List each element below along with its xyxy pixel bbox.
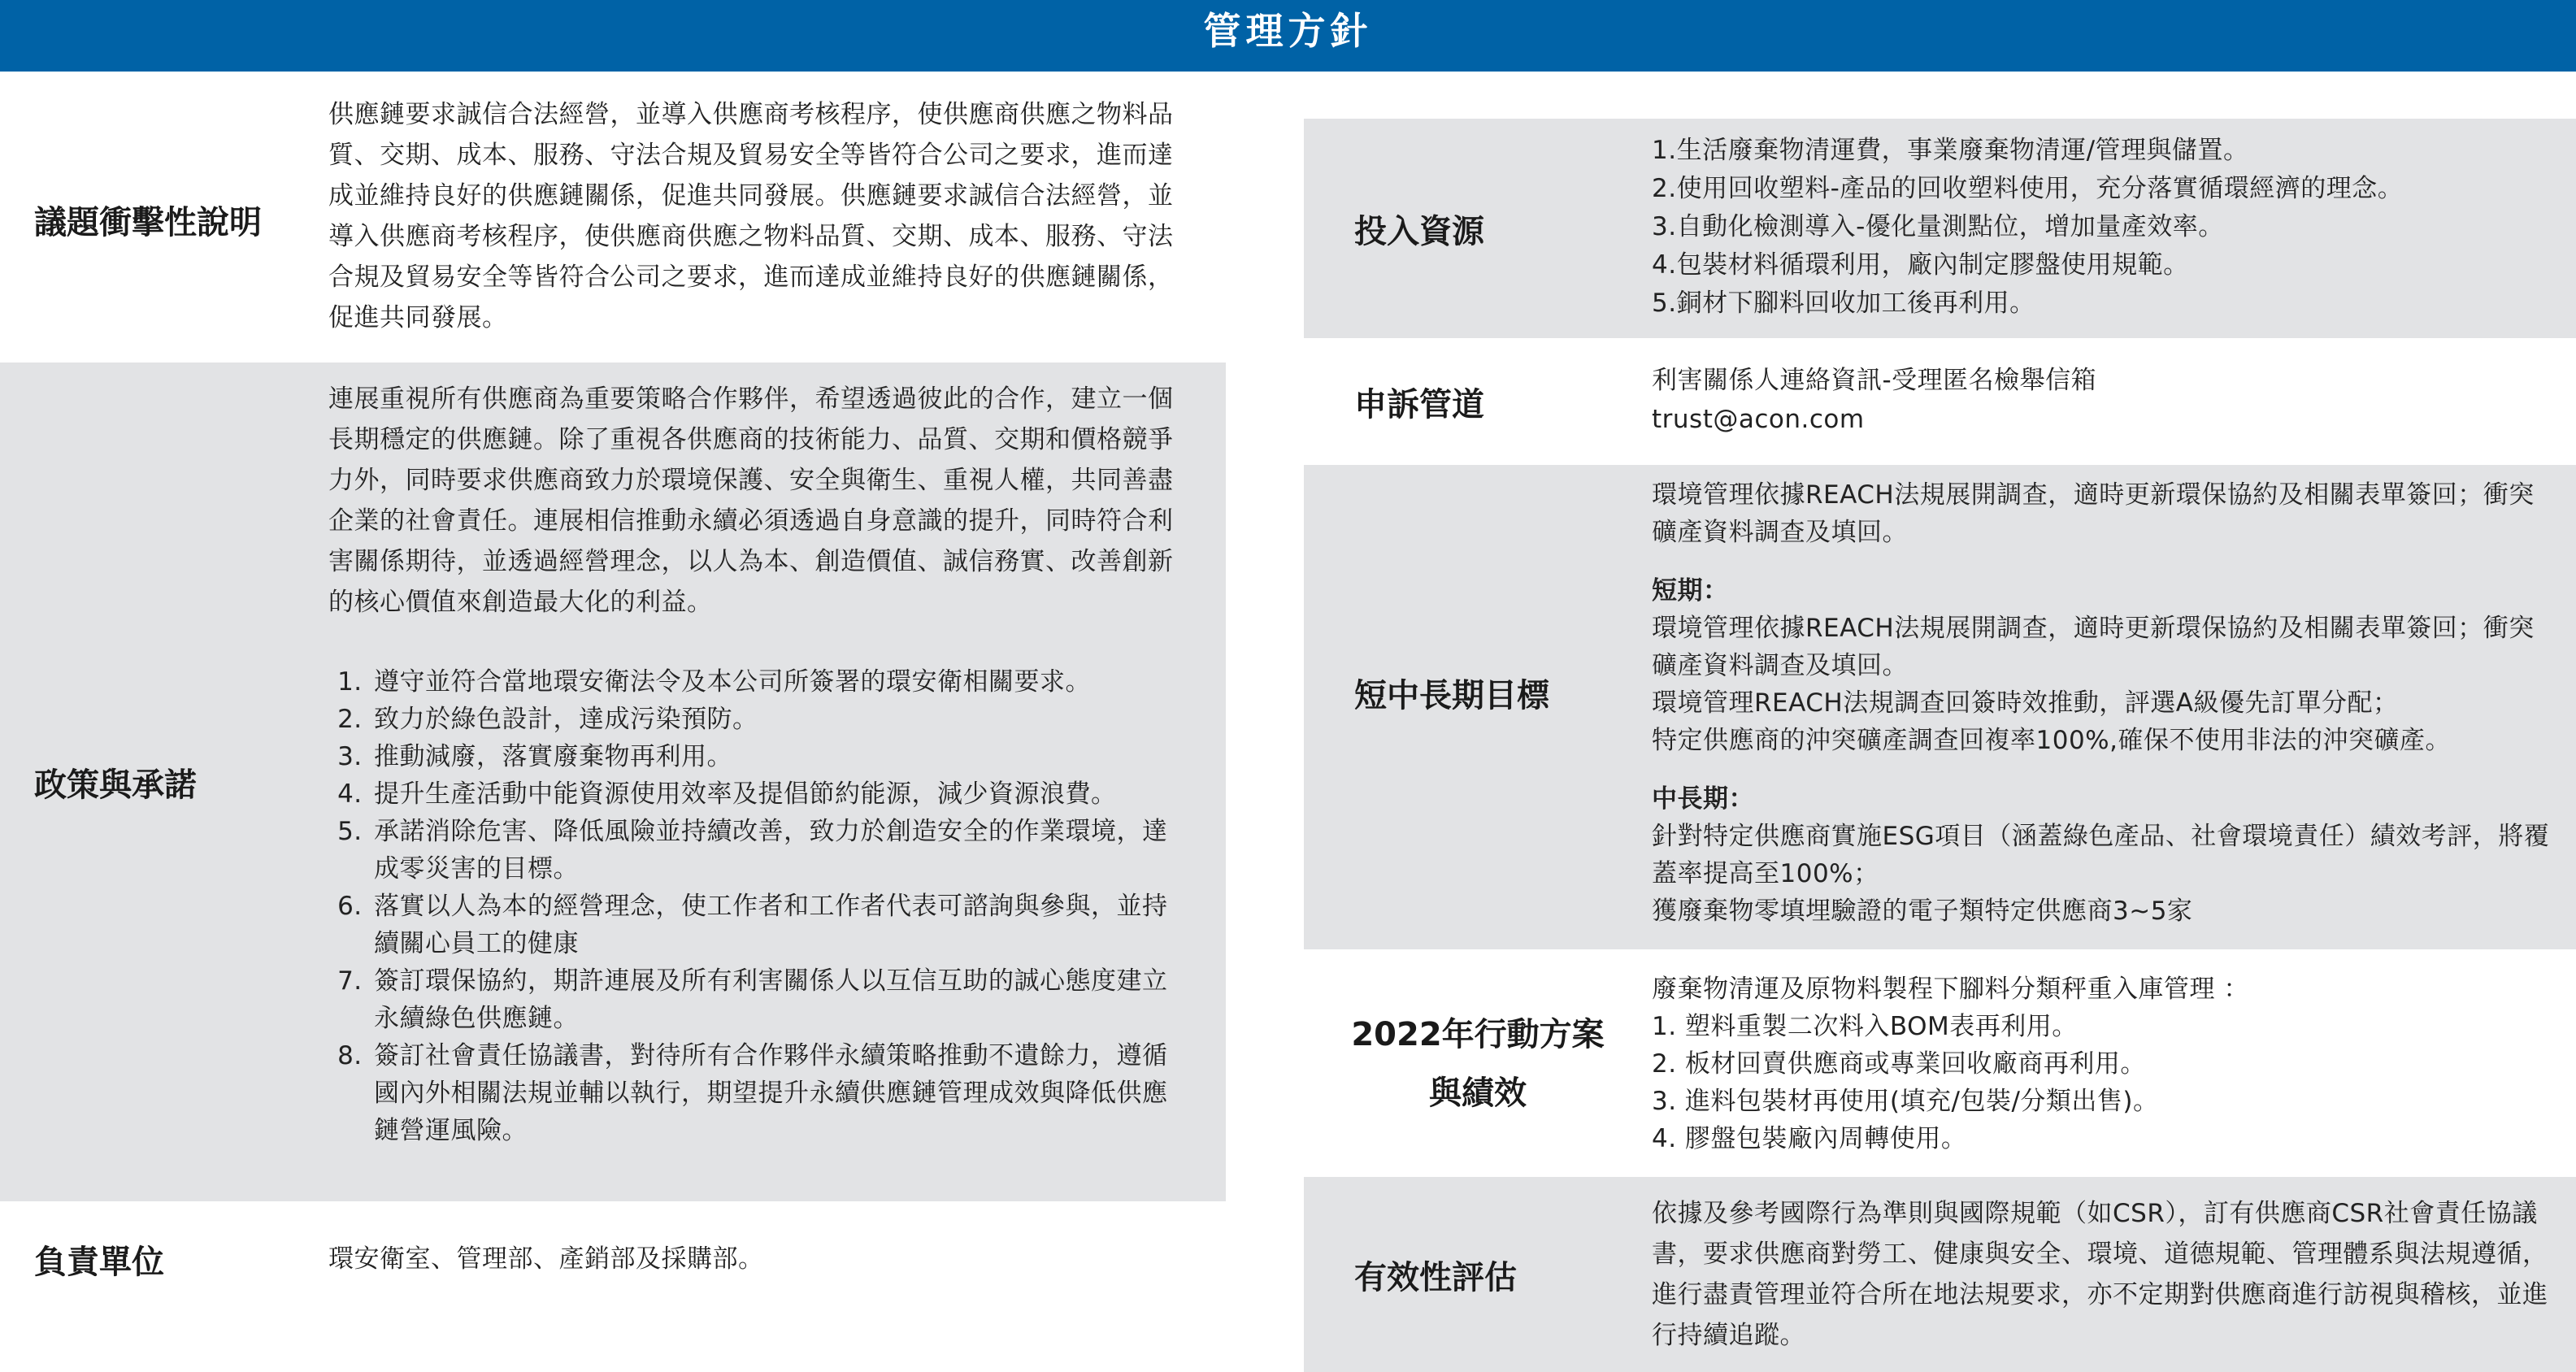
policy-item: 3. 推動減廢，落實廢棄物再利用。 [371, 738, 1190, 775]
goals-content [1652, 476, 2554, 930]
action-item: 3. 進料包裝材再使用(填充/包裝/分類出售)。 [1652, 1087, 2159, 1116]
grievance-label: 申訴管道 [1354, 385, 1484, 423]
impact-section [0, 81, 1226, 358]
unit-section [0, 1206, 1226, 1312]
resources-item: 3.自動化檢測導入-優化量測點位，增加量產效率。 [1652, 212, 2224, 241]
goals-short-title: 短期： [1652, 576, 1729, 606]
policy-item: 1. 遵守並符合當地環安衛法令及本公司所簽署的環安衛相關要求。 [371, 663, 1190, 701]
action-content [1652, 970, 2554, 1157]
action-label-line1: 2022年行動方案 [1351, 1016, 1605, 1053]
grievance-line: 利害關係人連絡資訊-受理匿名檢舉信箱 [1652, 366, 2097, 395]
resources-content [1652, 132, 2554, 323]
resources-item: 5.銅材下腳料回收加工後再利用。 [1652, 289, 2035, 318]
policy-item: 6. 落實以人為本的經營理念，使工作者和工作者代表可諮詢與參與，並持續關心員工的健康 [371, 888, 1190, 962]
goals-short-line: 特定供應商的沖突礦產調查回複率100%,確保不使用非法的沖突礦產。 [1652, 726, 2451, 755]
policy-content [328, 379, 1190, 1149]
goals-short-line: 環境管理依據REACH法規展開調查，適時更新環保協約及相關表單簽回；衝突礦產資料調查及填回。 [1652, 614, 2535, 680]
evaluation-text: 依據及參考國際行為準則與國際規範（如CSR），訂有供應商CSR社會責任協議書，要求供應商對勞工、健康與安全、環境、道德規範、管理體系與法規遵循，進行盡責管理並符合所在地法規要求，亦不定期對供應商進行訪視與稽核，並進行持續追蹤。 [1652, 1199, 2548, 1350]
grievance-content [1652, 361, 2554, 439]
resources-label: 投入資源 [1354, 212, 1484, 250]
action-label-line2: 與績效 [1429, 1075, 1527, 1112]
policy-item: 7. 簽訂環保協約，期許連展及所有利害關係人以互信互助的誠心態度建立永續綠色供應鏈。 [371, 962, 1190, 1037]
unit-text: 環安衛室、管理部、產銷部及採購部。 [328, 1244, 764, 1274]
impact-text: 供應鏈要求誠信合法經營，並導入供應商考核程序，使供應商供應之物料品質、交期、成本、服務、守法合規及貿易安全等皆符合公司之要求，進而達成並維持良好的供應鏈關係，促進共同發展。供應鏈要求誠信合法經營，並導入供應商考核程序，使供應商供應之物料品質、交期、成本、服務、守法合規及貿易安全等皆符合公司之要求，進而達成並維持良好的供應鏈關係，促進共同發展。 [328, 100, 1174, 332]
action-item: 1. 塑料重製二次料入BOM表再利用。 [1652, 1012, 2078, 1041]
goals-short-line: 環境管理REACH法規調查回簽時效推動，評選A級優先訂單分配； [1652, 688, 2399, 718]
grievance-email[interactable]: trust@acon.com [1652, 405, 1865, 434]
policy-section [0, 363, 1226, 1201]
policy-item: 2. 致力於綠色設計，達成污染預防。 [371, 701, 1190, 738]
policy-item: 5. 承諾消除危害、降低風險並持續改善，致力於創造安全的作業環境，達成零災害的目標。 [371, 813, 1190, 888]
action-intro: 廢棄物清運及原物料製程下腳料分類秤重入庫管理 ： [1652, 975, 2249, 1004]
evaluation-label: 有效性評估 [1354, 1258, 1517, 1296]
action-section [1304, 956, 2576, 1172]
goals-mid-line: 針對特定供應商實施ESG項目（涵蓋綠色產品、社會環境責任）績效考評，將覆蓋率提高至100%； [1652, 822, 2550, 888]
policy-item: 4. 提升生產活動中能資源使用效率及提倡節約能源，減少資源浪費。 [371, 775, 1190, 813]
action-item: 4. 膠盤包裝廠內周轉使用。 [1652, 1124, 1967, 1153]
grievance-section [1304, 345, 2576, 458]
evaluation-section [1304, 1177, 2576, 1372]
resources-section [1304, 119, 2576, 338]
unit-label: 負責單位 [34, 1243, 164, 1281]
action-item: 2. 板材回賣供應商或專業回收廠商再利用。 [1652, 1049, 2146, 1079]
goals-mid-title: 中長期： [1652, 784, 1754, 814]
action-label [1304, 956, 1652, 1172]
goals-general: 環境管理依據REACH法規展開調查，適時更新環保協約及相關表單簽回；衝突礦產資料調查及填回。 [1652, 480, 2535, 547]
page-title: 管理方針 [1203, 9, 1373, 53]
resources-item: 2.使用回收塑料-產品的回收塑料使用，充分落實循環經濟的理念。 [1652, 174, 2404, 203]
goals-mid-line: 獲廢棄物零填埋驗證的電子類特定供應商3~5家 [1652, 897, 2193, 926]
goals-label: 短中長期目標 [1354, 676, 1549, 714]
goals-section [1304, 465, 2576, 949]
policy-item: 8. 簽訂社會責任協議書，對待所有合作夥伴永續策略推動不遺餘力，遵循國內外相關法規並輔以執行，期望提升永續供應鏈管理成效與降低供應鏈營運風險。 [371, 1037, 1190, 1149]
resources-item: 4.包裝材料循環利用，廠內制定膠盤使用規範。 [1652, 250, 2189, 280]
policy-list [328, 663, 1190, 1149]
page-title-banner [0, 0, 2576, 72]
impact-label: 議題衝擊性說明 [34, 203, 262, 241]
resources-item: 1.生活廢棄物清運費，事業廢棄物清運/管理與儲置。 [1652, 136, 2249, 165]
policy-label: 政策與承諾 [34, 766, 197, 804]
policy-intro: 連展重視所有供應商為重要策略合作夥伴，希望透過彼此的合作，建立一個長期穩定的供應鏈。除了重視各供應商的技術能力、品質、交期和價格競爭力外，同時要求供應商致力於環境保護、安全與衛生、重視人權，共同善盡企業的社會責任。連展相信推動永續必須透過自身意識的提升，同時符合利害關係期待，並透過經營理念，以人為本、創造價值、誠信務實、改善創新的核心價值來創造最大化的利益。 [328, 384, 1174, 617]
